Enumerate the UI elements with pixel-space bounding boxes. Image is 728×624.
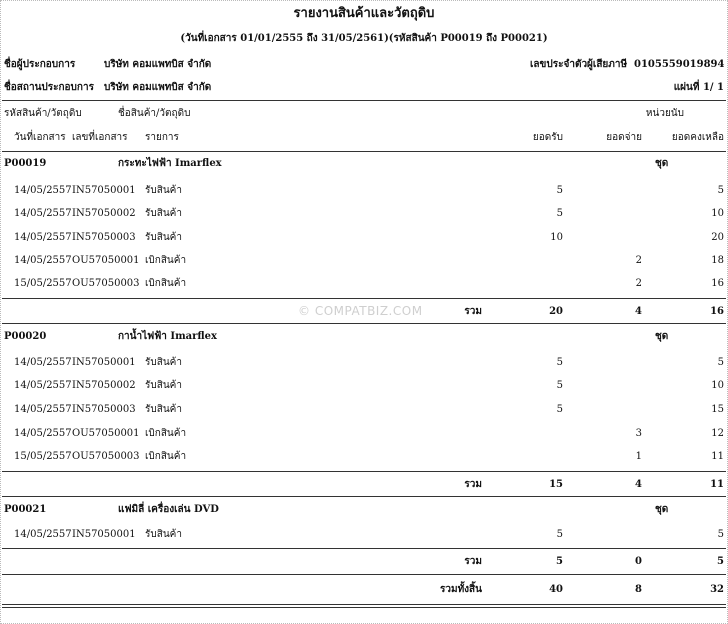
row-date: 15/05/2557: [14, 278, 72, 289]
row-paid: 2: [635, 255, 642, 266]
row-received: 5: [556, 357, 563, 368]
subtotal-received: 5: [556, 556, 563, 567]
row-doc-no: IN57050003: [72, 232, 136, 243]
row-desc: เบิกสินค้า: [145, 255, 187, 266]
row-desc: รับสินค้า: [145, 529, 182, 540]
operator-label: ชื่อผู้ประกอบการ: [4, 59, 76, 70]
subtotal-label: รวม: [464, 306, 482, 317]
row-desc: รับสินค้า: [145, 404, 182, 415]
compatbiz-watermark: © COMPATBIZ.COM: [298, 304, 423, 318]
report-subtitle: (วันที่เอกสาร 01/01/2555 ถึง 31/05/2561)(รหัสสินค้า P00019 ถึง P00021): [180, 33, 548, 44]
row-date: 14/05/2557: [14, 232, 72, 243]
col-docdate-header: วันที่เอกสาร: [14, 132, 66, 143]
subtotal-balance: 16: [710, 306, 724, 317]
row-desc: รับสินค้า: [145, 185, 182, 196]
row-doc-no: OU57050001: [72, 428, 140, 439]
page-number: แผ่นที่ 1/ 1: [673, 82, 724, 93]
group-name: แฟมิลี่ เครื่องเล่น DVD: [118, 504, 219, 515]
row-received: 5: [556, 185, 563, 196]
row-doc-no: OU57050003: [72, 278, 140, 289]
row-desc: เบิกสินค้า: [145, 428, 187, 439]
row-balance: 5: [717, 357, 724, 368]
group-name: กระทะไฟฟ้า Imarflex: [118, 158, 222, 169]
subtotal-paid: 4: [635, 479, 642, 490]
row-desc: รับสินค้า: [145, 357, 182, 368]
subtotal-label: รวม: [464, 479, 482, 490]
row-balance: 11: [711, 451, 724, 462]
row-desc: เบิกสินค้า: [145, 278, 187, 289]
row-date: 14/05/2557: [14, 208, 72, 219]
operator-value: บริษัท คอมแพทบิส จำกัด: [104, 59, 212, 70]
row-date: 14/05/2557: [14, 428, 72, 439]
row-desc: รับสินค้า: [145, 232, 182, 243]
grand-total-received: 40: [549, 584, 563, 595]
row-received: 10: [550, 232, 563, 243]
row-balance: 20: [711, 232, 724, 243]
row-doc-no: IN57050002: [72, 208, 136, 219]
col-item-header: รายการ: [145, 132, 179, 143]
row-paid: 3: [635, 428, 642, 439]
row-balance: 16: [711, 278, 724, 289]
row-received: 5: [556, 529, 563, 540]
row-received: 5: [556, 404, 563, 415]
group-unit: ชุด: [655, 158, 669, 169]
header-divider: [2, 100, 726, 101]
row-date: 14/05/2557: [14, 529, 72, 540]
branch-label: ชื่อสถานประกอบการ: [4, 82, 94, 93]
group-end-divider: [2, 574, 726, 575]
col-code-header: รหัสสินค้า/วัตถุดิบ: [4, 108, 82, 119]
row-date: 14/05/2557: [14, 255, 72, 266]
taxid-label: เลขประจำตัวผู้เสียภาษี: [530, 59, 628, 70]
row-balance: 10: [711, 208, 724, 219]
group-name: กาน้ำไฟฟ้า Imarflex: [118, 331, 218, 342]
grand-total-paid: 8: [635, 584, 642, 595]
row-date: 14/05/2557: [14, 404, 72, 415]
row-balance: 5: [717, 185, 724, 196]
subtotal-paid: 4: [635, 306, 642, 317]
row-balance: 10: [711, 380, 724, 391]
row-received: 5: [556, 208, 563, 219]
group-unit: ชุด: [655, 331, 669, 342]
group-end-divider: [2, 496, 726, 497]
subtotal-divider: [2, 298, 726, 299]
group-code: P00021: [4, 504, 47, 515]
row-balance: 15: [711, 404, 724, 415]
row-date: 15/05/2557: [14, 451, 72, 462]
row-desc: รับสินค้า: [145, 208, 182, 219]
subtotal-paid: 0: [635, 556, 642, 567]
row-paid: 1: [635, 451, 642, 462]
row-doc-no: IN57050002: [72, 380, 136, 391]
grand-total-double-rule: [2, 604, 726, 608]
row-doc-no: IN57050001: [72, 357, 136, 368]
col-balance-header: ยอดคงเหลือ: [671, 132, 724, 143]
grand-total-balance: 32: [710, 584, 724, 595]
subtotal-balance: 11: [710, 479, 724, 490]
subtotal-label: รวม: [464, 556, 482, 567]
row-date: 14/05/2557: [14, 185, 72, 196]
taxid-value: 0105559019894: [634, 59, 725, 70]
group-code: P00020: [4, 331, 47, 342]
branch-value: บริษัท คอมแพทบิส จำกัด: [104, 82, 212, 93]
row-balance: 12: [711, 428, 724, 439]
row-doc-no: OU57050003: [72, 451, 140, 462]
group-code: P00019: [4, 158, 47, 169]
row-received: 5: [556, 380, 563, 391]
col-received-header: ยอดรับ: [532, 132, 563, 143]
row-desc: เบิกสินค้า: [145, 451, 187, 462]
subtotal-divider: [2, 548, 726, 549]
subtotal-received: 15: [549, 479, 563, 490]
group-unit: ชุด: [655, 504, 669, 515]
row-doc-no: IN57050003: [72, 404, 136, 415]
row-balance: 18: [711, 255, 724, 266]
row-balance: 5: [717, 529, 724, 540]
row-doc-no: IN57050001: [72, 185, 136, 196]
subtotal-divider: [2, 471, 726, 472]
grand-total-label: รวมทั้งสิ้น: [440, 584, 482, 595]
subtotal-balance: 5: [717, 556, 724, 567]
row-date: 14/05/2557: [14, 380, 72, 391]
column-header-divider: [2, 151, 726, 152]
group-end-divider: [2, 323, 726, 324]
row-desc: รับสินค้า: [145, 380, 182, 391]
col-paid-header: ยอดจ่าย: [606, 132, 642, 143]
col-name-header: ชื่อสินค้า/วัตถุดิบ: [118, 108, 191, 119]
report-title: รายงานสินค้าและวัตถุดิบ: [293, 6, 435, 21]
row-doc-no: IN57050001: [72, 529, 136, 540]
col-docno-header: เลขที่เอกสาร: [72, 132, 128, 143]
col-unit-header: หน่วยนับ: [645, 108, 684, 119]
subtotal-received: 20: [549, 306, 563, 317]
row-paid: 2: [635, 278, 642, 289]
row-date: 14/05/2557: [14, 357, 72, 368]
row-doc-no: OU57050001: [72, 255, 140, 266]
